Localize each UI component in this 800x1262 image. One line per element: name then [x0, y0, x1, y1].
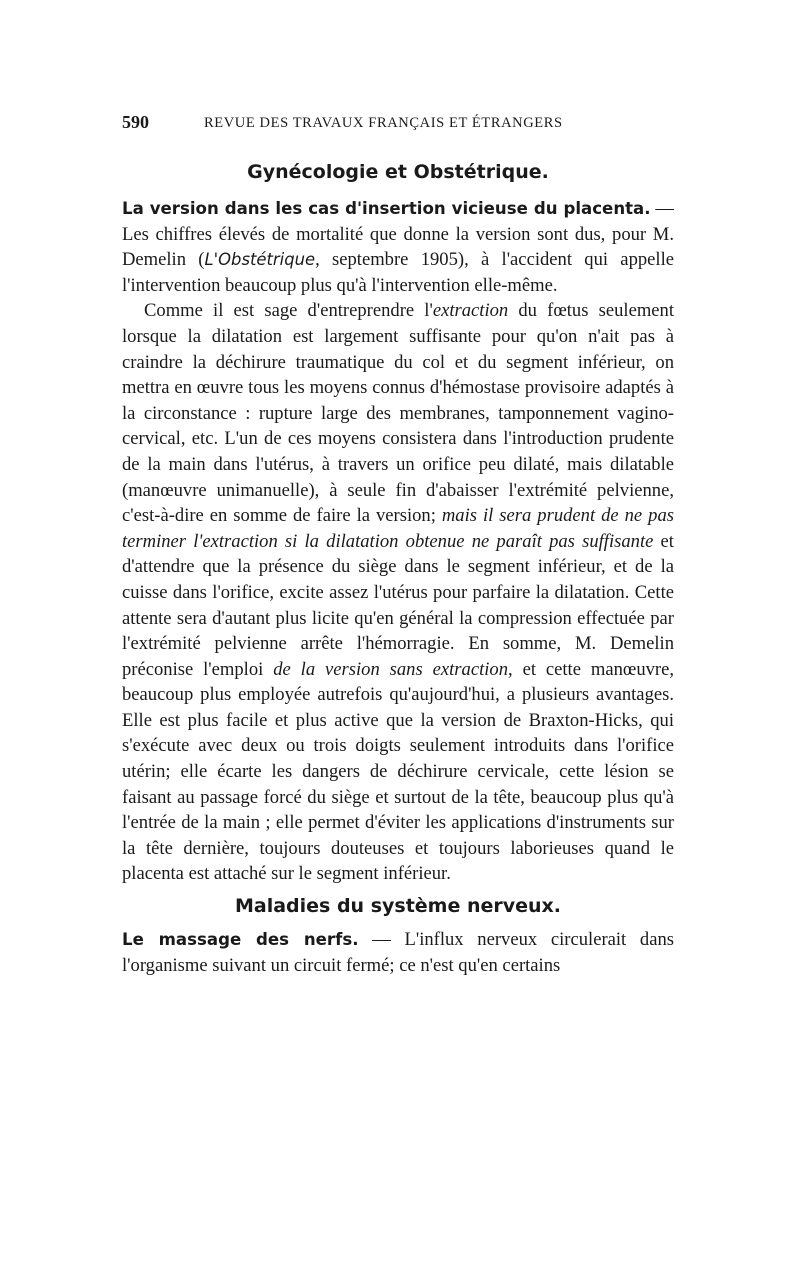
article-intro-text-b: , septembre 1905), à l'accident qui appelle l'intervention beaucoup plus qu'à l'intervention elle-même.: [122, 249, 674, 296]
article-massage-text: — L'influx nerveux circulerait dans l'organisme suivant un circuit fermé; ce n'est qu'en certains: [122, 929, 674, 976]
section-title-nervous-system: Maladies du système nerveux.: [234, 895, 562, 918]
article-body-paragraph: [122, 298, 674, 887]
body-segment: , et cette manœuvre, beaucoup plus employée autrefois qu'aujourd'hui, a plusieurs avantages. Elle est plus facile et plus active que la version de Braxton-Hicks, qui s'exécute avec deux ou trois doigts seulement introduits dans l'orifice utérin; elle écarte les dangers de déchirure cervicale, cette lésion se faisant au passage forcé du siège et surtout de la tête, beaucoup plus qu'à l'entrée de la main ; elle permet d'éviter les applications d'instruments sur la tête dernière, toujours douteuses et toujours laborieuses quand le placenta est attaché sur le segment inférieur.: [122, 658, 675, 885]
section-title-gynecology: Gynécologie et Obstétrique.: [247, 161, 549, 183]
page-number: 590: [122, 112, 149, 132]
article-heading-placenta: La version dans les cas d'insertion vicieuse du placenta.: [122, 199, 651, 218]
body-segment: Comme il est sage d'entreprendre l': [144, 300, 433, 322]
body-segment: du fœtus seulement lorsque la dilatation est largement suffisante pour qu'on n'ait pas à craindre la déchirure traumatique du col et du segment inférieur, on mettra en œuvre tous les moyens connus d'hémostase provisoire adaptés à la circonstance : rupture large des membranes, tamponnement vagino-cervical, etc. L'un de ces moyens consistera dans l'introduction prudente de la main dans l'utérus, à travers un orifice peu dilaté, mais dilatable (manœuvre unimanuelle), à seule fin d'abaisser l'extrémité pelvienne, c'est-à-dire en somme de faire la version;: [122, 300, 675, 527]
article-intro-text-a: — Les chiffres élevés de mortalité que donne la version sont dus, pour M. Demelin (: [122, 198, 674, 271]
body-segment-italic: extraction: [432, 300, 509, 322]
article-massage-paragraph: [122, 927, 674, 978]
body-segment: et d'attendre que la présence du siège dans le segment inférieur, et de la cuisse dans l'orifice, excite assez l'utérus pour parfaire la dilatation. Cette attente sera d'autant plus licite qu'en général la compression effectuée par l'extrémité pelvienne arrête l'hémorragie. En somme, M. Demelin préconise l'emploi: [122, 530, 674, 680]
document-page: [122, 112, 674, 978]
running-head: [122, 112, 674, 140]
body-segment-italic: de la version sans extraction: [273, 658, 509, 680]
body-segment-italic: mais il sera prudent de ne pas terminer l'extraction si la dilatation obtenue ne paraît pas suffisante: [122, 505, 674, 552]
article-intro-paragraph: [122, 196, 674, 298]
article-heading-massage: Le massage des nerfs.: [122, 930, 359, 950]
source-journal: L'Obstétrique: [204, 250, 316, 270]
journal-title: REVUE DES TRAVAUX FRANÇAIS ET ÉTRANGERS: [204, 115, 563, 131]
